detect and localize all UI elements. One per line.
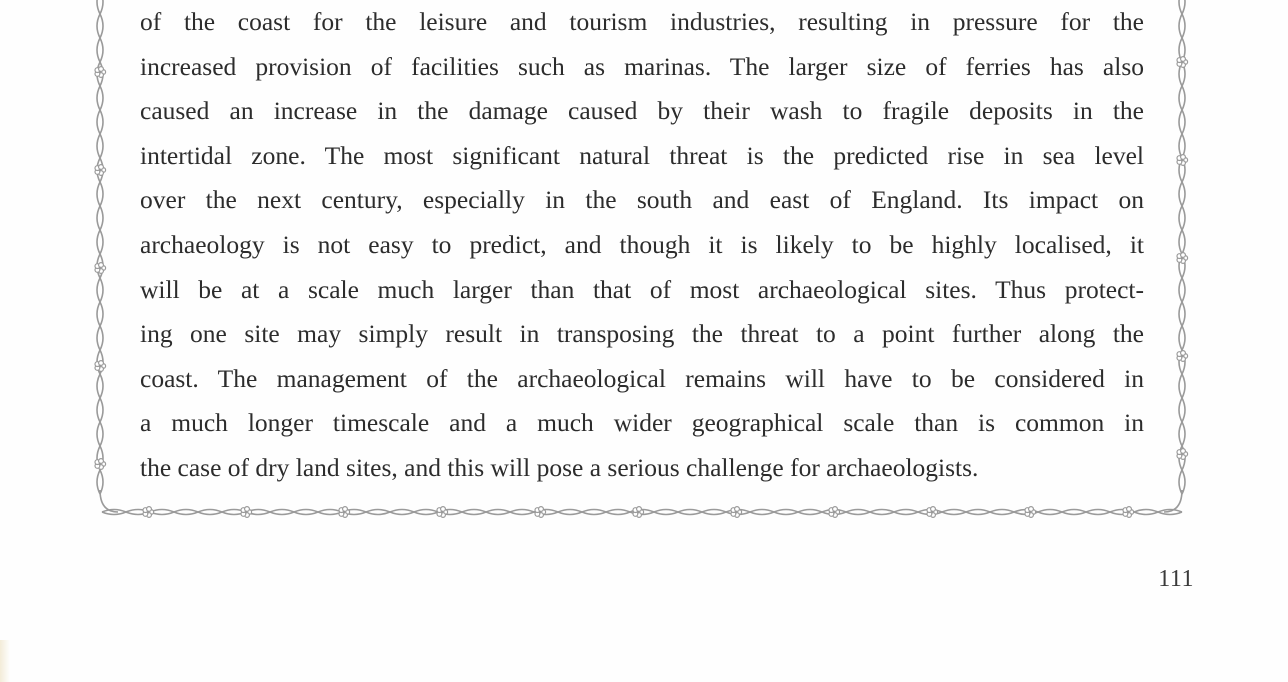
text-line: intertidal zone. The most significant natural threat is the predicted rise in sea level bbox=[140, 140, 1144, 170]
text-line: of the coast for the leisure and tourism industries, resulting in pressure for the bbox=[140, 7, 1144, 36]
body-text bbox=[140, 0, 1144, 491]
text-line: caused an increase in the damage caused by their wash to fragile deposits in the bbox=[140, 96, 1144, 126]
text-line: coast. The management of the archaeological remains will have to be considered in bbox=[140, 363, 1144, 393]
text-line: archaeology is not easy to predict, and though it is likely to be highly localised, it bbox=[140, 229, 1144, 259]
text-line: a much longer timescale and a much wider geographical scale than is common in bbox=[140, 408, 1144, 438]
text-line: over the next century, especially in the south and east of England. Its impact on bbox=[140, 185, 1144, 215]
text-line: increased provision of facilities such as marinas. The larger size of ferries has also bbox=[140, 51, 1144, 81]
scan-edge bbox=[0, 640, 10, 682]
text-line: the case of dry land sites, and this will pose a serious challenge for archaeologists. bbox=[140, 452, 979, 482]
text-line: will be at a scale much larger than that of most archaeological sites. Thus protect- bbox=[140, 274, 1144, 304]
page-number: 111 bbox=[1158, 566, 1194, 592]
text-line: ing one site may simply result in transposing the threat to a point further along the bbox=[140, 319, 1144, 349]
